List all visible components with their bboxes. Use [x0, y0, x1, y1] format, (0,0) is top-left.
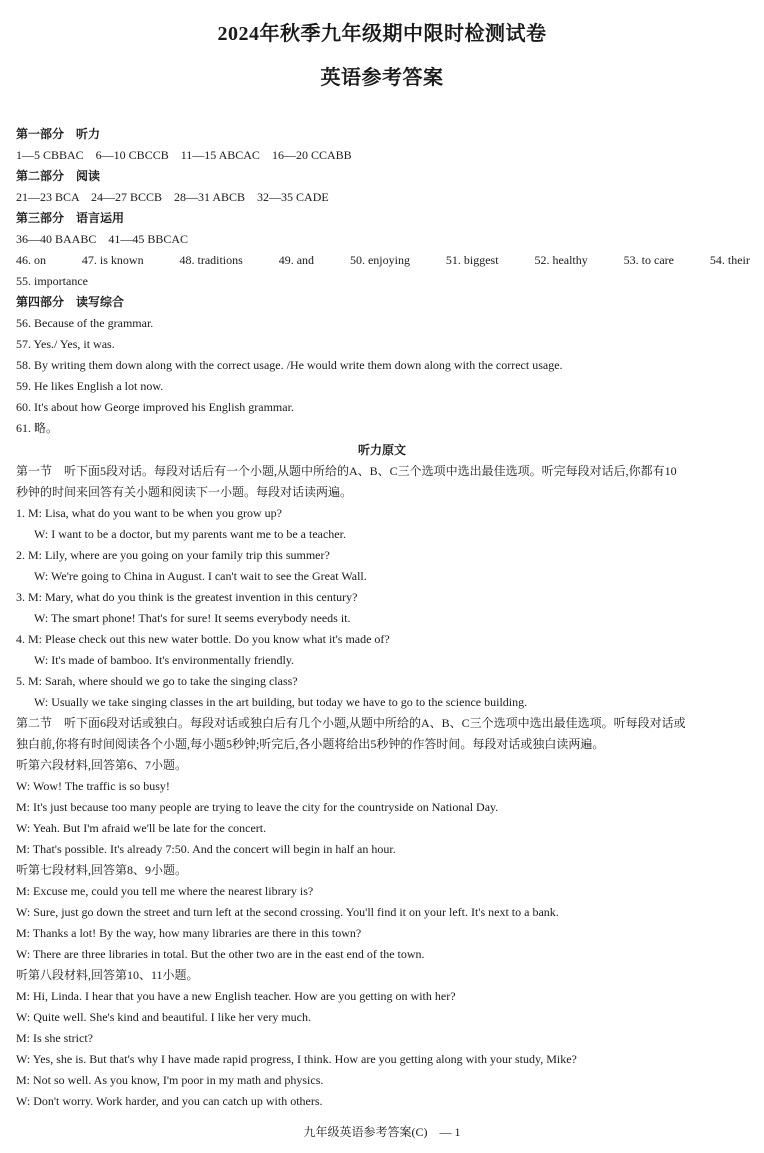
- part3-answers: 36—40 BAABC 41—45 BBCAC: [16, 232, 189, 246]
- part2-answers: 21—23 BCA 24—27 BCCB 28—31 ABCB 32—35 CADE: [16, 190, 329, 204]
- fill-answer-46: 46. on: [16, 253, 46, 267]
- dialogue1-man: 1. M: Lisa, what do you want to be when you grow up?: [16, 506, 282, 520]
- answer-59: 59. He likes English a lot now.: [16, 379, 164, 393]
- part4-heading: 第四部分 读写综合: [16, 295, 125, 309]
- answer-56: 56. Because of the grammar.: [16, 316, 154, 330]
- part1-heading: 第一部分 听力: [16, 127, 101, 141]
- section1-instructions-cont: 秒钟的时间来回答有关小题和阅读下一小题。每段对话读两遍。: [16, 485, 353, 499]
- dialogue5-woman: W: Usually we take singing classes in the art building, but today we have to go to the science building.: [34, 695, 528, 709]
- part1-answers: 1—5 CBBAC 6—10 CBCCB 11—15 ABCAC 16—20 CCABB: [16, 148, 352, 162]
- dialogue4-man: 4. M: Please check out this new water bottle. Do you know what it's made of?: [16, 632, 390, 646]
- material8-line: M: Is she strict?: [16, 1031, 93, 1045]
- material7-line: M: Thanks a lot! By the way, how many libraries are there in this town?: [16, 926, 362, 940]
- document-title: 2024年秋季九年级期中限时检测试卷: [217, 23, 547, 45]
- fill-answer-54: 54. their: [709, 253, 750, 267]
- section2-instructions: 第二节 听下面6段对话或独白。每段对话或独白后有几个小题,从题中所给的A、B、C三个选项中选出最佳选项。听每段对话或: [16, 716, 686, 730]
- material6-line: W: Yeah. But I'm afraid we'll be late for the concert.: [16, 821, 267, 835]
- material8-line: W: Yes, she is. But that's why I have made rapid progress, I think. How are you getting along with your study, Mike?: [16, 1052, 577, 1066]
- dialogue3-man: 3. M: Mary, what do you think is the greatest invention in this century?: [16, 590, 358, 604]
- fill-answer-52: 52. healthy: [534, 253, 588, 267]
- page-footer: 九年级英语参考答案(C) — 1: [303, 1125, 461, 1139]
- material6-line: W: Wow! The traffic is so busy!: [16, 779, 170, 793]
- material8-line: W: Quite well. She's kind and beautiful. I like her very much.: [16, 1010, 311, 1024]
- dialogue5-man: 5. M: Sarah, where should we go to take the singing class?: [16, 674, 298, 688]
- section1-instructions: 第一节 听下面5段对话。每段对话后有一个小题,从题中所给的A、B、C三个选项中选出最佳选项。听完每段对话后,你都有10: [16, 464, 677, 478]
- fill-answer-48: 48. traditions: [179, 253, 243, 267]
- part3-heading: 第三部分 语言运用: [16, 211, 125, 225]
- material8-line: M: Hi, Linda. I hear that you have a new English teacher. How are you getting on with her?: [16, 989, 456, 1003]
- dialogue3-woman: W: The smart phone! That's for sure! It seems everybody needs it.: [34, 611, 351, 625]
- dialogue1-woman: W: I want to be a doctor, but my parents want me to be a teacher.: [34, 527, 346, 541]
- material8-intro: 听第八段材料,回答第10、11小题。: [16, 968, 199, 982]
- document-subtitle: 英语参考答案: [320, 67, 444, 89]
- answer-57: 57. Yes./ Yes, it was.: [16, 337, 115, 351]
- material8-line: W: Don't worry. Work harder, and you can catch up with others.: [16, 1094, 323, 1108]
- material7-intro: 听第七段材料,回答第8、9小题。: [16, 863, 188, 877]
- dialogue4-woman: W: It's made of bamboo. It's environmentally friendly.: [34, 653, 295, 667]
- dialogue2-man: 2. M: Lily, where are you going on your family trip this summer?: [16, 548, 330, 562]
- answer-58: 58. By writing them down along with the correct usage. /He would write them down along with the correct usage.: [16, 358, 563, 372]
- material6-line: M: It's just because too many people are trying to leave the city for the countryside on National Day.: [16, 800, 499, 814]
- part2-heading: 第二部分 阅读: [16, 169, 101, 183]
- answer-61: 61. 略。: [16, 421, 59, 435]
- section2-instructions-cont: 独白前,你将有时间阅读各个小题,每小题5秒钟;听完后,各小题将给出5秒钟的作答时间。每段对话或独白读两遍。: [16, 737, 605, 751]
- fill-answer-49: 49. and: [278, 253, 315, 267]
- fill-answer-55: 55. importance: [16, 274, 88, 288]
- material7-line: W: Sure, just go down the street and turn left at the second crossing. You'll find it on your left. It's next to a bank.: [16, 905, 559, 919]
- fill-answer-51: 51. biggest: [445, 253, 499, 267]
- material8-line: M: Not so well. As you know, I'm poor in my math and physics.: [16, 1073, 324, 1087]
- material7-line: M: Excuse me, could you tell me where the nearest library is?: [16, 884, 314, 898]
- fill-answer-47: 47. is known: [81, 253, 144, 267]
- fill-in-answers: [16, 251, 750, 269]
- dialogue2-woman: W: We're going to China in August. I can't wait to see the Great Wall.: [34, 569, 367, 583]
- material6-intro: 听第六段材料,回答第6、7小题。: [16, 758, 188, 772]
- fill-answer-53: 53. to care: [623, 253, 674, 267]
- material6-line: M: That's possible. It's already 7:50. And the concert will begin in half an hour.: [16, 842, 396, 856]
- answer-60: 60. It's about how George improved his English grammar.: [16, 400, 294, 414]
- fill-answer-50: 50. enjoying: [349, 253, 410, 267]
- transcript-heading: 听力原文: [357, 443, 406, 457]
- material7-line: W: There are three libraries in total. But the other two are in the east end of the town.: [16, 947, 425, 961]
